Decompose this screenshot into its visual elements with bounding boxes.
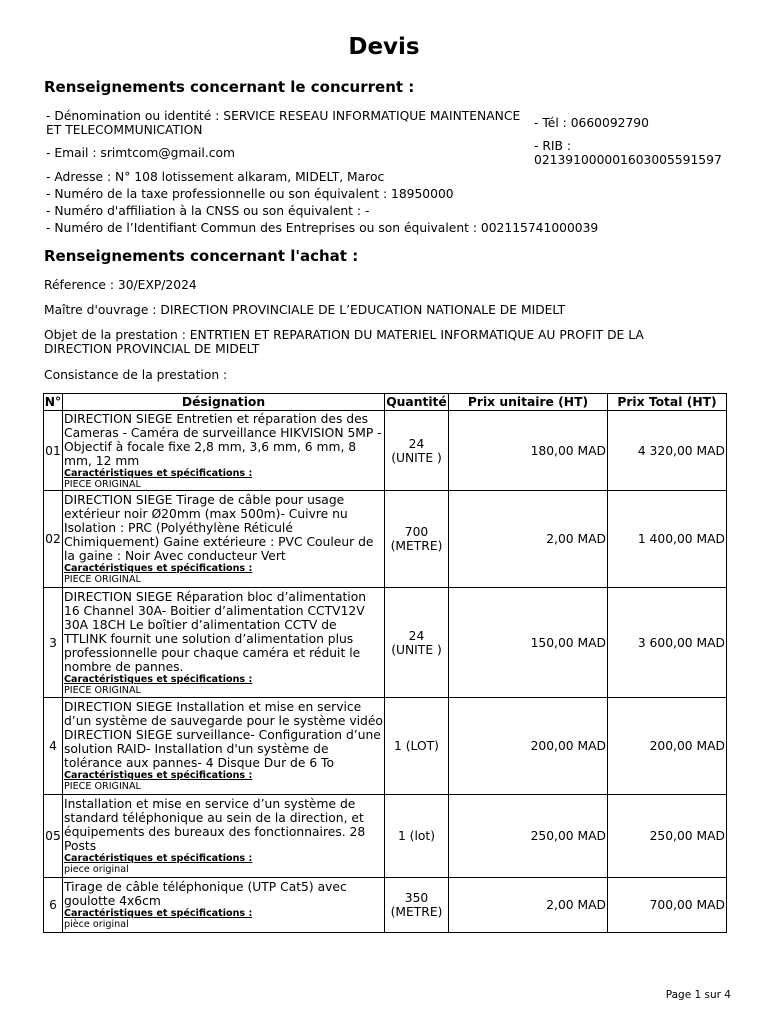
rib-label: - RIB : xyxy=(534,139,572,153)
row-quantity-cell xyxy=(385,411,449,491)
spec-value: PIECE ORIGINAL xyxy=(64,574,141,585)
row-quantity-cell xyxy=(385,795,449,878)
row-prix-total: 200,00 MAD xyxy=(608,698,727,795)
row-prix-total: 4 320,00 MAD xyxy=(608,411,727,491)
row-quantity-cell xyxy=(385,698,449,795)
header-prix-unitaire: Prix unitaire (HT) xyxy=(449,394,608,411)
table-row xyxy=(44,491,727,588)
row-quantity-cell xyxy=(385,588,449,698)
row-num: 3 xyxy=(44,588,63,698)
row-prix-total: 1 400,00 MAD xyxy=(608,491,727,588)
spec-value: PIECE ORIGINAL xyxy=(64,684,141,696)
row-prix-unitaire: 250,00 MAD xyxy=(449,795,608,878)
row-designation-cell xyxy=(63,411,385,491)
row-prix-unitaire: 200,00 MAD xyxy=(449,698,608,795)
spec-label: Caractéristiques et spécifications : xyxy=(64,563,253,574)
table-row xyxy=(44,411,727,491)
row-qty: 1 (LOT) xyxy=(394,739,439,753)
row-qty: 24 xyxy=(408,628,425,643)
row-num: 4 xyxy=(44,698,63,795)
row-prix-total: 3 600,00 MAD xyxy=(608,588,727,698)
row-designation-cell xyxy=(63,795,385,878)
row-quantity-cell xyxy=(385,491,449,588)
taxe-text: - Numéro de la taxe professionnelle ou son équivalent : 18950000 xyxy=(46,187,454,201)
spec-label: Caractéristiques et spécifications : xyxy=(64,908,253,919)
header-quantite: Quantité xyxy=(386,395,447,409)
header-num: N° xyxy=(44,395,62,409)
row-qty: 350 xyxy=(404,891,429,905)
row-prix-unitaire: 180,00 MAD xyxy=(449,411,608,491)
row-designation: Installation et mise en service d’un système de standard téléphonique au sein de la direction, et équipements des bureaux des fonctionnaires. 28 Posts xyxy=(64,797,366,853)
row-qty: 1 (lot) xyxy=(397,829,436,843)
tel-text: - Tél : 0660092790 xyxy=(534,116,649,130)
row-prix-unitaire: 150,00 MAD xyxy=(449,588,608,698)
row-num: 6 xyxy=(44,878,63,933)
spec-value: pièce original xyxy=(64,919,129,930)
rib-value: 021391000001603005591597 xyxy=(534,153,722,167)
row-designation: Tirage de câble téléphonique (UTP Cat5) avec goulotte 4x6cm xyxy=(64,880,347,908)
maitre-ouvrage-text: Maître d'ouvrage : DIRECTION PROVINCIALE DE L’EDUCATION NATIONALE DE MIDELT xyxy=(44,303,566,317)
email-text: - Email : srimtcom@gmail.com xyxy=(46,146,235,160)
row-designation-cell xyxy=(63,878,385,933)
spec-label: Caractéristiques et spécifications : xyxy=(64,770,253,781)
row-num: 02 xyxy=(44,491,63,588)
row-num: 05 xyxy=(44,795,63,878)
row-num: 01 xyxy=(44,411,63,491)
objet-text: Objet de la prestation : ENTRTIEN ET REPARATION DU MATERIEL INFORMATIQUE AU PROFIT DE LA DIRECTION PROVINCIAL DE MIDELT xyxy=(44,328,644,356)
consistance-text: Consistance de la prestation : xyxy=(44,368,228,382)
row-unit: (UNITE ) xyxy=(391,450,442,465)
row-quantity-cell xyxy=(385,878,449,933)
row-qty: 700 xyxy=(404,525,429,539)
adresse-text: - Adresse : N° 108 lotissement alkaram, MIDELT, Maroc xyxy=(46,170,385,184)
spec-value: piece original xyxy=(64,864,129,875)
row-prix-total: 700,00 MAD xyxy=(608,878,727,933)
header-designation: Désignation xyxy=(63,394,385,411)
cnss-text: - Numéro d'affiliation à la CNSS ou son équivalent : - xyxy=(46,204,370,218)
ice-text: - Numéro de l’Identifiant Commun des Entreprises ou son équivalent : 002115741000039 xyxy=(46,221,599,235)
row-unit: (UNITE ) xyxy=(391,642,442,657)
spec-value: PIECE ORIGINAL xyxy=(64,478,141,490)
spec-label: Caractéristiques et spécifications : xyxy=(64,853,253,864)
table-row xyxy=(44,795,727,878)
row-designation: DIRECTION SIEGE Tirage de câble pour usage extérieur noir Ø20mm (max 500m)- Cuivre nu Isolation : PRC (Polyéthylène Réticulé Chimiquement) Gaine extérieure : PVC Couleur de la gaine : Noir Avec conducteur Vert xyxy=(64,493,374,563)
page-number: Page 1 sur 4 xyxy=(665,989,731,1001)
row-qty: 24 xyxy=(408,436,425,451)
spec-value: PIECE ORIGINAL xyxy=(64,781,141,792)
achat-heading: Renseignements concernant l'achat : xyxy=(44,247,359,265)
row-designation: DIRECTION SIEGE Installation et mise en service d’un système de sauvegarde pour le système vidéo DIRECTION SIEGE surveillance- Configuration d’une solution RAID- Installation d'un système de tolérance aux pannes- 4 Disque Dur de 6 To xyxy=(64,700,383,770)
spec-label: Caractéristiques et spécifications : xyxy=(64,467,253,479)
spec-label: Caractéristiques et spécifications : xyxy=(64,673,253,685)
concurrent-heading: Renseignements concernant le concurrent : xyxy=(44,78,415,96)
header-prix-total: Prix Total (HT) xyxy=(608,394,727,411)
row-prix-total: 250,00 MAD xyxy=(608,795,727,878)
table-row xyxy=(44,698,727,795)
document-title: Devis xyxy=(348,34,420,60)
row-unit: (METRE) xyxy=(390,539,443,553)
table-row xyxy=(44,878,727,933)
row-designation-cell xyxy=(63,491,385,588)
denomination-text: - Dénomination ou identité : SERVICE RESEAU INFORMATIQUE MAINTENANCE ET TELECOMMUNICATION xyxy=(46,109,521,137)
row-designation-cell xyxy=(63,698,385,795)
table-row xyxy=(44,588,727,698)
row-designation-cell xyxy=(63,588,385,698)
row-designation: DIRECTION SIEGE Entretien et réparation des des Cameras - Caméra de surveillance HIKVISION 5MP - Objectif à focale fixe 2,8 mm, 3,6 mm, 6 mm, 8 mm, 12 mm xyxy=(64,411,382,468)
table-header-row xyxy=(44,394,727,411)
row-prix-unitaire: 2,00 MAD xyxy=(449,491,608,588)
prestation-table xyxy=(43,393,727,933)
row-designation: DIRECTION SIEGE Réparation bloc d’alimentation 16 Channel 30A- Boitier d’alimentation CCTV12V 30A 18CH Le boîtier d’alimentation CCTV de TTLINK fournit une solution d’alimentation plus professionnelle pour chaque caméra et réduit le nombre de pannes. xyxy=(64,589,367,674)
row-prix-unitaire: 2,00 MAD xyxy=(449,878,608,933)
row-unit: (METRE) xyxy=(390,905,443,919)
reference-text: Réference : 30/EXP/2024 xyxy=(44,278,197,292)
